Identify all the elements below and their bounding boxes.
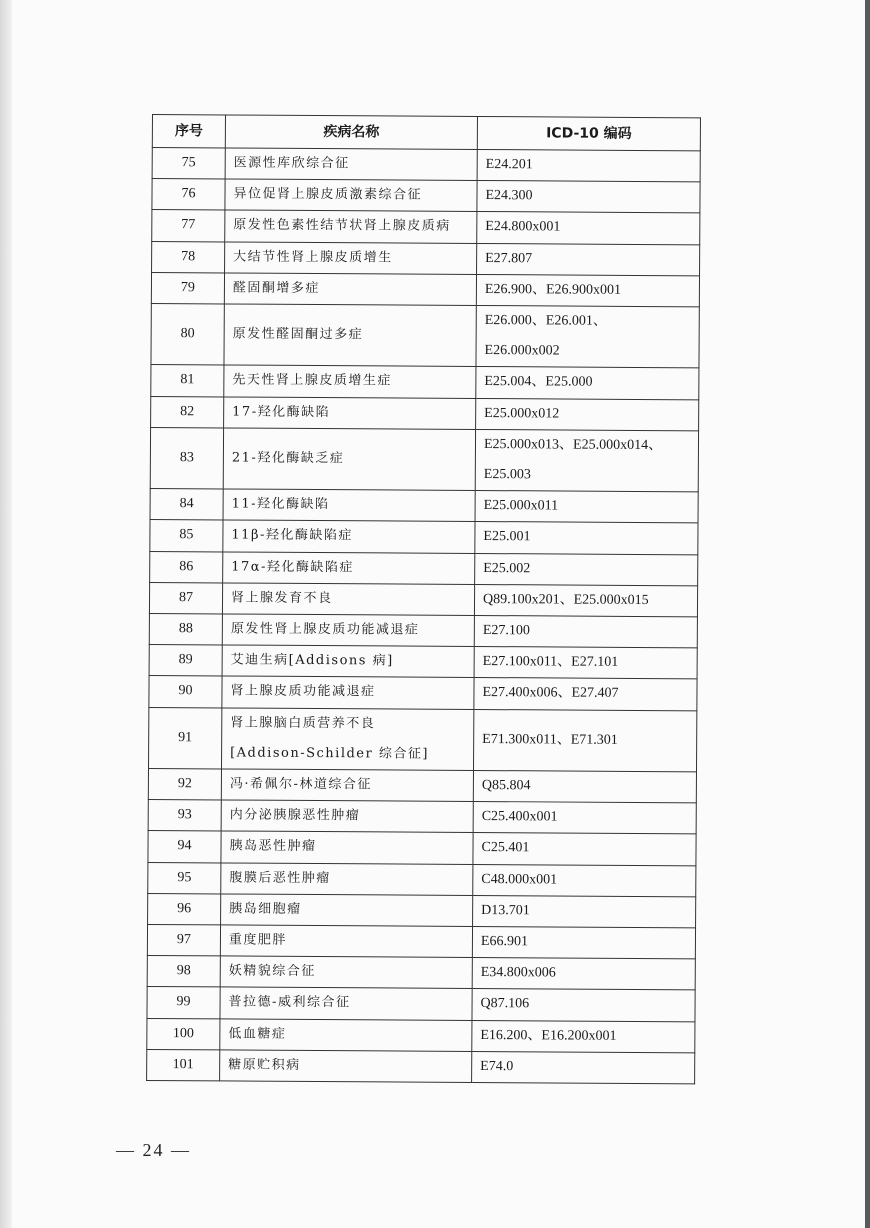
icd-code-line: E25.000x013、E25.000x014、 xyxy=(483,436,663,453)
table-row xyxy=(147,1049,695,1084)
row-icd-code xyxy=(475,429,698,492)
row-disease-name xyxy=(223,428,475,491)
row-icd-code xyxy=(476,398,699,431)
row-number: 95 xyxy=(148,862,221,894)
icd-code-line: E24.800x001 xyxy=(485,219,561,235)
row-icd-code xyxy=(474,647,697,680)
row-icd-code xyxy=(477,181,700,214)
row-number: 101 xyxy=(147,1049,220,1081)
row-disease-name xyxy=(224,304,476,367)
row-number: 93 xyxy=(148,800,221,832)
icd-code-line: E25.000x012 xyxy=(484,405,560,422)
row-disease-name xyxy=(225,242,477,275)
row-disease-name xyxy=(224,397,476,430)
row-number: 89 xyxy=(149,645,222,677)
row-disease-name xyxy=(220,956,472,989)
icd-code-line: E16.200、E16.200x001 xyxy=(480,1027,617,1044)
page-number: — 24 — xyxy=(116,1140,191,1160)
page-shadow-left xyxy=(0,0,12,1228)
table-row xyxy=(150,427,698,492)
row-number: 90 xyxy=(149,676,222,708)
disease-name-line: 低血糖症 xyxy=(228,1026,287,1042)
table-body xyxy=(147,148,701,1084)
disease-name-line: 异位促肾上腺皮质激素综合征 xyxy=(233,186,423,203)
row-icd-code xyxy=(472,1051,695,1084)
row-disease-name xyxy=(223,520,475,553)
icd-code-line: E27.400x006、E27.407 xyxy=(482,685,619,702)
disease-name-line: 艾迪生病[Addisons 病] xyxy=(230,652,394,669)
table-row xyxy=(149,645,697,680)
row-number: 91 xyxy=(149,707,222,769)
row-number: 81 xyxy=(151,365,224,397)
row-icd-code xyxy=(473,771,696,804)
row-disease-name xyxy=(223,489,475,522)
row-icd-code xyxy=(474,584,697,617)
table-row xyxy=(150,551,698,586)
disease-name-line: 胰岛恶性肿瘤 xyxy=(229,838,317,855)
row-number: 99 xyxy=(147,987,220,1019)
disease-name-line: [Addison-Schilder 综合征] xyxy=(230,745,429,762)
row-number: 88 xyxy=(149,614,222,646)
row-disease-name xyxy=(221,800,473,833)
row-icd-code xyxy=(475,491,698,524)
icd-code-line: E25.004、E25.000 xyxy=(484,374,593,391)
row-icd-code xyxy=(473,833,696,866)
disease-name-line: 17α-羟化酶缺陷症 xyxy=(231,559,354,575)
row-disease-name xyxy=(225,210,477,243)
icd-code-line: E34.800x006 xyxy=(480,965,556,981)
row-icd-code xyxy=(476,274,699,307)
table-row xyxy=(147,1018,695,1053)
table-row xyxy=(149,676,697,711)
table-row xyxy=(149,614,697,649)
row-number: 84 xyxy=(150,489,223,521)
table-row xyxy=(151,365,699,400)
icd-code-line: E27.100x011、E27.101 xyxy=(482,654,619,671)
disease-name-line: 重度肥胖 xyxy=(228,932,288,948)
row-disease-name xyxy=(222,708,474,771)
table-header-row xyxy=(152,115,700,151)
disease-name-line: 原发性肾上腺皮质功能减退症 xyxy=(230,621,420,638)
icd-code-line: E24.201 xyxy=(485,157,533,173)
icd-code-line: E26.000、E26.001、 xyxy=(484,313,607,329)
disease-name-line: 21-羟化酶缺乏症 xyxy=(231,450,345,467)
table-row xyxy=(151,396,699,431)
row-disease-name xyxy=(222,645,474,678)
row-icd-code xyxy=(477,212,700,245)
row-icd-code xyxy=(472,958,695,991)
table-row xyxy=(149,582,697,617)
row-number: 78 xyxy=(152,241,225,273)
icd-code-line: E25.001 xyxy=(483,529,531,545)
table-row xyxy=(147,956,695,991)
row-disease-name xyxy=(225,148,477,181)
disease-name-line: 糖原贮积病 xyxy=(228,1057,301,1073)
disease-name-line: 肾上腺脑白质营养不良 xyxy=(230,715,376,732)
row-number: 75 xyxy=(152,148,225,180)
row-disease-name xyxy=(221,769,473,802)
icd-code-line: E24.300 xyxy=(485,188,533,204)
row-disease-name xyxy=(222,583,474,616)
table-row xyxy=(150,520,698,555)
table-row xyxy=(148,862,696,897)
row-icd-code xyxy=(473,709,696,772)
row-icd-code xyxy=(474,616,697,649)
disease-name-line: 普拉德-威利综合征 xyxy=(228,994,351,1011)
row-disease-name xyxy=(223,552,475,585)
disease-name-line: 冯·希佩尔-林道综合征 xyxy=(229,776,372,793)
icd-code-line: E27.807 xyxy=(485,250,533,266)
icd-code-line: E26.000x002 xyxy=(484,343,560,359)
row-icd-code xyxy=(476,367,699,400)
row-disease-name xyxy=(224,273,476,306)
row-icd-code xyxy=(474,678,697,711)
row-icd-code xyxy=(473,895,696,928)
disease-name-line: 医源性库欣综合征 xyxy=(233,155,350,172)
icd-code-line: E27.100 xyxy=(482,623,530,639)
disease-name-line: 先天性肾上腺皮质增生症 xyxy=(232,372,392,389)
disease-name-line: 原发性色素性结节状肾上腺皮质病 xyxy=(233,217,451,235)
icd-code-line: E25.002 xyxy=(483,560,531,576)
disease-name-line: 醛固酮增多症 xyxy=(232,280,320,296)
row-disease-name xyxy=(222,614,474,647)
row-disease-name xyxy=(220,1050,472,1083)
disease-name-line: 内分泌胰腺恶性肿瘤 xyxy=(229,807,361,824)
row-icd-code xyxy=(472,989,695,1022)
icd-code-line: E71.300x011、E71.301 xyxy=(482,731,618,748)
icd-code-line: Q87.106 xyxy=(480,996,530,1012)
icd-code-line: C25.400x001 xyxy=(481,809,558,825)
table-row xyxy=(148,831,696,866)
row-icd-code xyxy=(475,553,698,586)
header-icd-code: ICD-10 编码 xyxy=(477,116,700,150)
row-icd-code xyxy=(477,243,700,276)
icd-code-line: E25.003 xyxy=(483,467,531,483)
row-disease-name xyxy=(220,987,472,1020)
disease-name-line: 腹膜后恶性肿瘤 xyxy=(229,870,331,886)
table-row xyxy=(148,800,696,835)
row-number: 87 xyxy=(149,582,222,614)
row-number: 77 xyxy=(152,210,225,242)
disease-name-line: 肾上腺发育不良 xyxy=(231,590,333,606)
row-number: 100 xyxy=(147,1018,220,1050)
row-icd-code xyxy=(472,1020,695,1053)
icd-code-line: E26.900、E26.900x001 xyxy=(484,281,622,298)
row-icd-code xyxy=(475,522,698,555)
row-disease-name xyxy=(220,1019,472,1052)
row-icd-code xyxy=(473,802,696,835)
row-number: 82 xyxy=(151,396,224,428)
row-number: 80 xyxy=(151,304,224,366)
disease-name-line: 妖精貌综合征 xyxy=(228,963,316,980)
row-disease-name xyxy=(221,831,473,864)
row-number: 85 xyxy=(150,520,223,552)
disease-name-line: 11-羟化酶缺陷 xyxy=(231,496,330,513)
disease-name-line: 胰岛细胞瘤 xyxy=(229,901,302,917)
table-row xyxy=(148,769,696,804)
icd-code-line: C25.401 xyxy=(481,840,530,856)
row-icd-code xyxy=(477,149,700,182)
disease-name-line: 肾上腺皮质功能减退症 xyxy=(230,683,376,700)
header-disease-name: 疾病名称 xyxy=(225,115,477,150)
row-number: 94 xyxy=(148,831,221,863)
row-disease-name xyxy=(221,863,473,896)
icd-code-line: E74.0 xyxy=(480,1058,514,1075)
header-number: 序号 xyxy=(152,115,225,148)
table-row xyxy=(152,179,700,214)
icd-code-line: E66.901 xyxy=(480,934,529,950)
row-icd-code xyxy=(472,927,695,960)
table-row xyxy=(147,987,695,1022)
row-disease-name xyxy=(224,365,476,398)
table-row xyxy=(151,304,699,369)
row-icd-code xyxy=(476,306,699,369)
table-row xyxy=(149,707,697,772)
disease-name-line: 17-羟化酶缺陷 xyxy=(232,404,331,420)
row-number: 86 xyxy=(150,551,223,583)
page-shadow-right xyxy=(865,0,870,1228)
disease-name-line: 大结节性肾上腺皮质增生 xyxy=(233,249,393,266)
table-row xyxy=(152,241,700,276)
row-disease-name xyxy=(221,894,473,927)
icd-code-line: Q85.804 xyxy=(481,778,531,794)
row-number: 79 xyxy=(151,272,224,304)
table-row xyxy=(151,272,699,307)
row-number: 76 xyxy=(152,179,225,211)
row-number: 98 xyxy=(147,956,220,988)
row-number: 83 xyxy=(150,427,223,489)
table-row xyxy=(147,925,695,960)
icd-code-line: Q89.100x201、E25.000x015 xyxy=(482,591,649,608)
disease-code-table xyxy=(146,114,701,1084)
row-number: 96 xyxy=(148,893,221,925)
icd-code-line: E25.000x011 xyxy=(483,498,559,514)
icd-code-line: C48.000x001 xyxy=(481,871,558,888)
row-number: 97 xyxy=(147,925,220,957)
disease-name-line: 11β-羟化酶缺陷症 xyxy=(231,527,353,544)
table-row xyxy=(152,148,700,183)
row-disease-name xyxy=(222,676,474,709)
table-row xyxy=(150,489,698,524)
table-row xyxy=(148,893,696,928)
icd-code-line: D13.701 xyxy=(481,902,530,919)
row-icd-code xyxy=(473,864,696,897)
table-row xyxy=(152,210,700,245)
row-disease-name xyxy=(220,925,472,958)
row-disease-name xyxy=(225,179,477,212)
disease-name-line: 原发性醛固酮过多症 xyxy=(232,326,364,343)
row-number: 92 xyxy=(148,769,221,801)
